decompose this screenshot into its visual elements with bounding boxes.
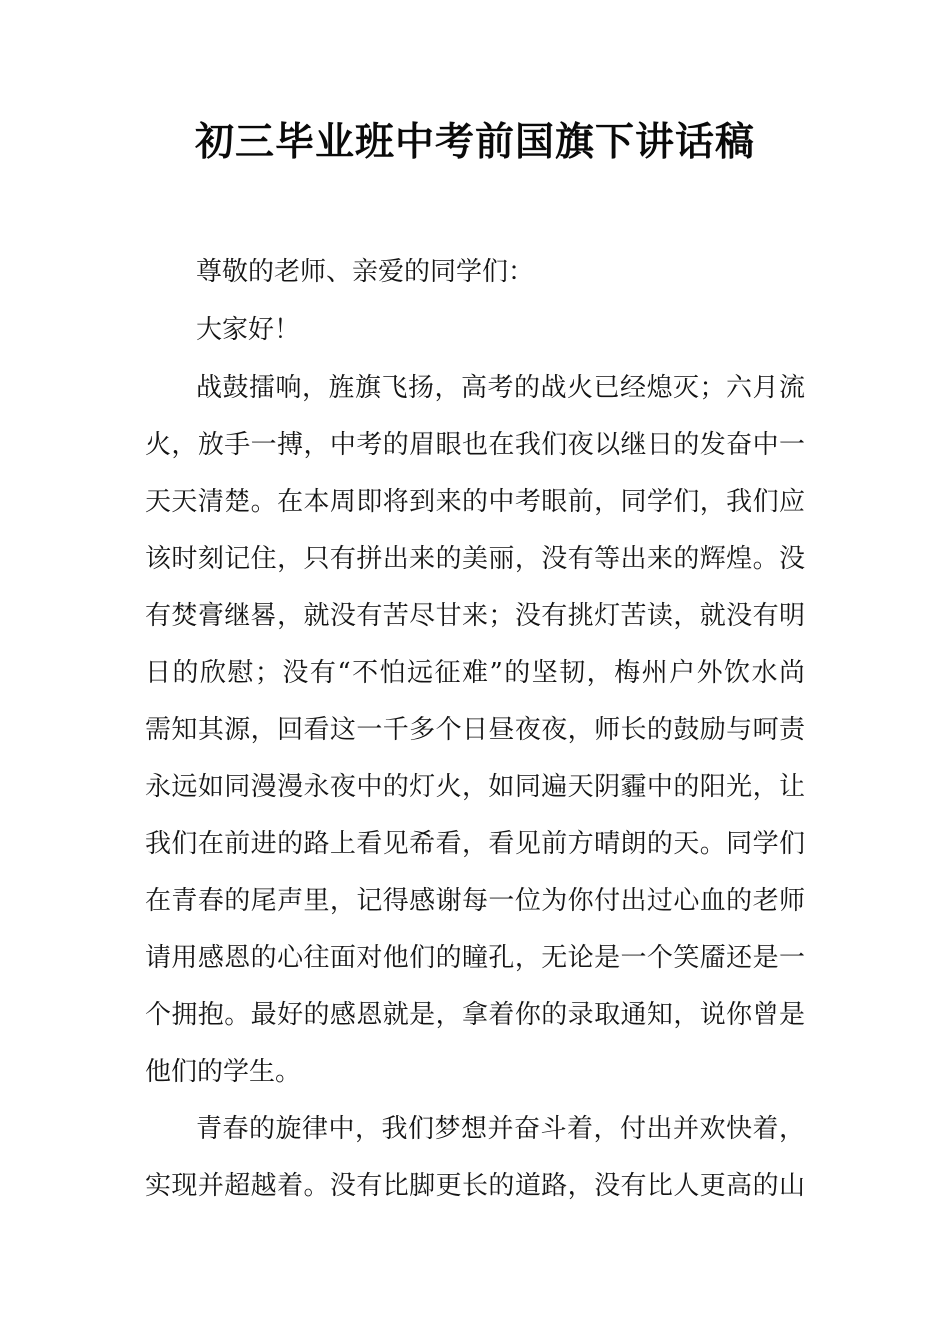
greeting-line: 尊敬的老师、亲爱的同学们： xyxy=(196,257,535,287)
paragraph-2-line: 青春的旋律中，我们梦想并奋斗着，付出并欢快着， xyxy=(196,1114,805,1144)
paragraph-1-line: 他们的学生。 xyxy=(145,1057,302,1087)
paragraph-1-line: 火，放手一搏，中考的眉眼也在我们夜以继日的发奋中一 xyxy=(145,430,805,460)
paragraph-1-line: 在青春的尾声里，记得感谢每一位为你付出过心血的老师 xyxy=(145,886,805,916)
paragraph-1-line: 请用感恩的心往面对他们的瞳孔，无论是一个笑靥还是一 xyxy=(145,943,805,973)
paragraph-1-line: 有焚膏继晷，就没有苦尽甘来；没有挑灯苦读，就没有明 xyxy=(145,601,805,631)
paragraph-1-line: 该时刻记住，只有拼出来的美丽，没有等出来的辉煌。没 xyxy=(145,544,805,574)
paragraph-1-line: 战鼓擂响，旌旗飞扬，高考的战火已经熄灭；六月流 xyxy=(196,373,805,403)
paragraph-1-line: 天天清楚。在本周即将到来的中考眼前，同学们，我们应 xyxy=(145,487,805,517)
document-title: 初三毕业班中考前国旗下讲话稿 xyxy=(194,119,755,165)
hello-line: 大家好！ xyxy=(196,315,301,345)
paragraph-1-line: 我们在前进的路上看见希看，看见前方晴朗的天。同学们 xyxy=(145,829,805,859)
paragraph-1-line: 永远如同漫漫永夜中的灯火，如同遍天阴霾中的阳光，让 xyxy=(145,772,805,802)
paragraph-2-line: 实现并超越着。没有比脚更长的道路，没有比人更高的山 xyxy=(145,1171,805,1201)
paragraph-1-line: 需知其源，回看这一千多个日昼夜夜，师长的鼓励与呵责 xyxy=(145,715,805,745)
paragraph-1-line: 个拥抱。最好的感恩就是，拿着你的录取通知，说你曾是 xyxy=(145,1000,805,1030)
paragraph-1-line: 日的欣慰；没有“不怕远征难”的坚韧，梅州户外饮水尚 xyxy=(145,658,805,688)
